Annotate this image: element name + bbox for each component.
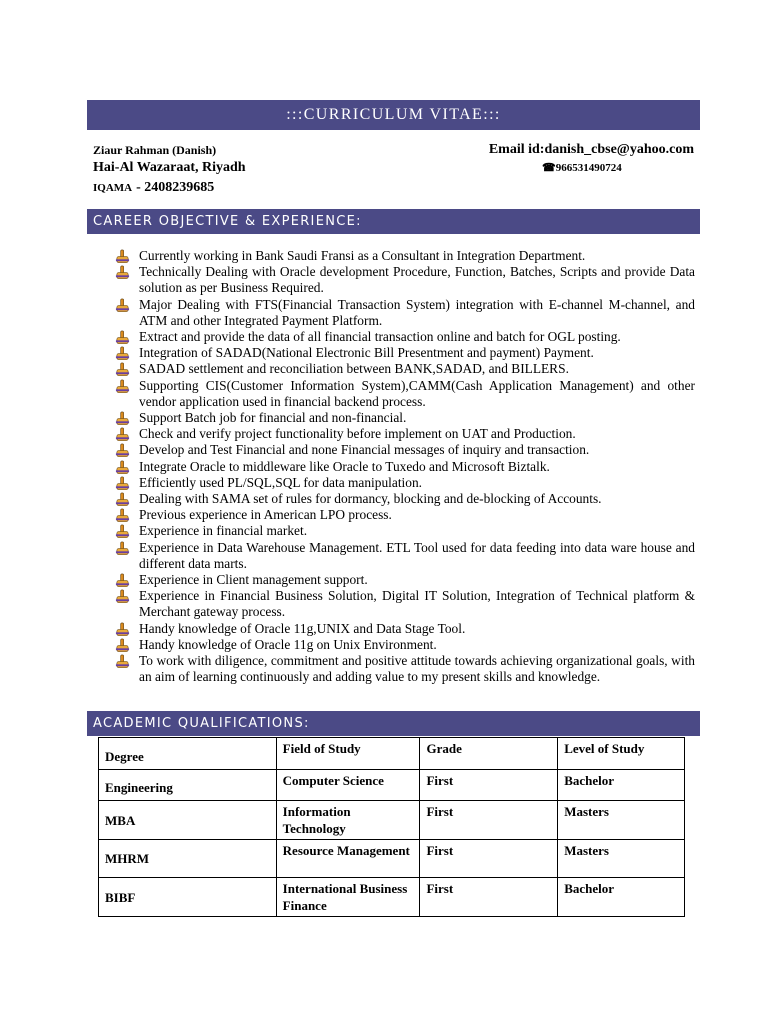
pointing-hand-icon	[115, 476, 130, 491]
column-header: Degree	[99, 738, 277, 770]
table-row	[99, 840, 685, 878]
pointing-hand-icon	[115, 524, 130, 539]
pointing-hand-icon	[115, 654, 130, 669]
iqama-number	[93, 178, 214, 196]
objective-text: Efficiently used PL/SQL,SQL for data manipulation.	[139, 474, 423, 490]
career-section-header	[87, 209, 700, 234]
pointing-hand-icon	[115, 265, 130, 280]
iqama-value: - 2408239685	[136, 180, 215, 195]
pointing-hand-icon	[115, 411, 130, 426]
objective-text: Dealing with SAMA set of rules for dormancy, blocking and de-blocking of Accounts.	[139, 491, 602, 507]
objective-text: Major Dealing with FTS(Financial Transaction System) integration with E-channel M-channel, and ATM and other Integrated Payment Platform.	[139, 296, 695, 328]
objective-item	[113, 540, 695, 572]
pointing-hand-icon	[115, 298, 130, 313]
objective-item	[113, 459, 695, 475]
objective-item	[113, 442, 695, 458]
objective-item	[113, 572, 695, 588]
pointing-hand-icon	[115, 346, 130, 361]
academic-table	[98, 737, 685, 917]
objective-text: Support Batch job for financial and non-financial.	[139, 410, 407, 426]
career-objectives-list	[113, 248, 695, 685]
objective-text: Experience in Data Warehouse Management. ETL Tool used for data feeding into data ware house and different data marts.	[139, 539, 695, 571]
cv-title: :::CURRICULUM VITAE:::	[286, 106, 501, 123]
table-cell: Masters	[558, 801, 685, 840]
objective-text: Previous experience in American LPO process.	[139, 507, 392, 523]
objective-item	[113, 637, 695, 653]
candidate-name: Ziaur Rahman (Danish)	[93, 143, 217, 157]
table-cell: Resource Management	[276, 840, 420, 878]
objective-text: Technically Dealing with Oracle development Procedure, Function, Batches, Scripts and provide Data solution as per Business Required.	[139, 264, 695, 296]
objective-text: Develop and Test Financial and none Financial messages of inquiry and transaction.	[139, 442, 590, 458]
pointing-hand-icon	[115, 589, 130, 604]
pointing-hand-icon	[115, 427, 130, 442]
home-address: Hai-Al Wazaraat, Riyadh	[93, 160, 246, 175]
pointing-hand-icon	[115, 638, 130, 653]
objective-item	[113, 410, 695, 426]
academic-section-header	[87, 711, 700, 736]
pointing-hand-icon	[115, 330, 130, 345]
objective-text: Supporting CIS(Customer Information System),CAMM(Cash Application Management) and other vendor application used in financial backend process.	[139, 377, 695, 409]
objective-text: Handy knowledge of Oracle 11g on Unix Environment.	[139, 636, 437, 652]
objective-text: Extract and provide the data of all financial transaction online and batch for OGL posting.	[139, 329, 621, 345]
objective-item	[113, 621, 695, 637]
title-banner	[87, 100, 700, 130]
iqama-label: IQAMA	[93, 182, 133, 194]
objective-text: SADAD settlement and reconciliation between BANK,SADAD, and BILLERS.	[139, 361, 569, 377]
table-cell: First	[420, 878, 558, 917]
pointing-hand-icon	[115, 362, 130, 377]
objective-text: Experience in Financial Business Solution, Digital IT Solution, Integration of Technical platform & Merchant gateway process.	[139, 588, 695, 620]
column-header: Grade	[420, 738, 558, 770]
table-cell: BIBF	[99, 878, 277, 917]
column-header: Field of Study	[276, 738, 420, 770]
pointing-hand-icon	[115, 460, 130, 475]
table-cell: Bachelor	[558, 770, 685, 801]
objective-text: Currently working in Bank Saudi Fransi as a Consultant in Integration Department.	[139, 248, 586, 263]
objective-text: To work with diligence, commitment and positive attitude towards achieving organizational goals, with an aim of learning continuously and adding value to my present skills and knowledge.	[139, 653, 695, 685]
table-cell: MBA	[99, 801, 277, 840]
pointing-hand-icon	[115, 492, 130, 507]
career-heading: CAREER OBJECTIVE & EXPERIENCE:	[93, 214, 362, 229]
table-cell: Masters	[558, 840, 685, 878]
pointing-hand-icon	[115, 249, 130, 264]
telephone-icon: ☎	[542, 162, 556, 174]
objective-item	[113, 329, 695, 345]
pointing-hand-icon	[115, 622, 130, 637]
objective-item	[113, 361, 695, 377]
objective-item	[113, 264, 695, 296]
pointing-hand-icon	[115, 443, 130, 458]
objective-text: Check and verify project functionality before implement on UAT and Production.	[139, 426, 576, 442]
objective-text: Integrate Oracle to middleware like Oracle to Tuxedo and Microsoft Biztalk.	[139, 458, 550, 474]
objective-item	[113, 507, 695, 523]
objective-item	[113, 523, 695, 539]
objective-item	[113, 345, 695, 361]
table-cell: MHRM	[99, 840, 277, 878]
objective-item	[113, 653, 695, 685]
column-header: Level of Study	[558, 738, 685, 770]
pointing-hand-icon	[115, 573, 130, 588]
table-cell: First	[420, 840, 558, 878]
objective-item	[113, 475, 695, 491]
table-cell: Computer Science	[276, 770, 420, 801]
table-header-row	[99, 738, 685, 770]
pointing-hand-icon	[115, 508, 130, 523]
phone-number	[542, 161, 622, 174]
objective-text: Integration of SADAD(National Electronic Bill Presentment and payment) Payment.	[139, 345, 594, 361]
objective-item	[113, 426, 695, 442]
objective-text: Experience in Client management support.	[139, 572, 368, 588]
objective-text: Handy knowledge of Oracle 11g,UNIX and Data Stage Tool.	[139, 620, 466, 636]
objective-item	[113, 588, 695, 620]
pointing-hand-icon	[115, 541, 130, 556]
email-address: Email id:danish_cbse@yahoo.com	[488, 142, 694, 157]
table-cell: Engineering	[99, 770, 277, 801]
table-cell: International Business Finance	[276, 878, 420, 917]
table-cell: Bachelor	[558, 878, 685, 917]
objective-item	[113, 297, 695, 329]
phone-value: 966531490724	[555, 162, 622, 174]
table-row	[99, 878, 685, 917]
table-cell: Information Technology	[276, 801, 420, 840]
table-cell: First	[420, 770, 558, 801]
objective-text: Experience in financial market.	[139, 523, 308, 539]
objective-item	[113, 378, 695, 410]
table-row	[99, 801, 685, 840]
table-cell: First	[420, 801, 558, 840]
pointing-hand-icon	[115, 379, 130, 394]
objective-item	[113, 248, 695, 264]
academic-heading: ACADEMIC QUALIFICATIONS:	[93, 716, 310, 731]
objective-item	[113, 491, 695, 507]
table-row	[99, 770, 685, 801]
